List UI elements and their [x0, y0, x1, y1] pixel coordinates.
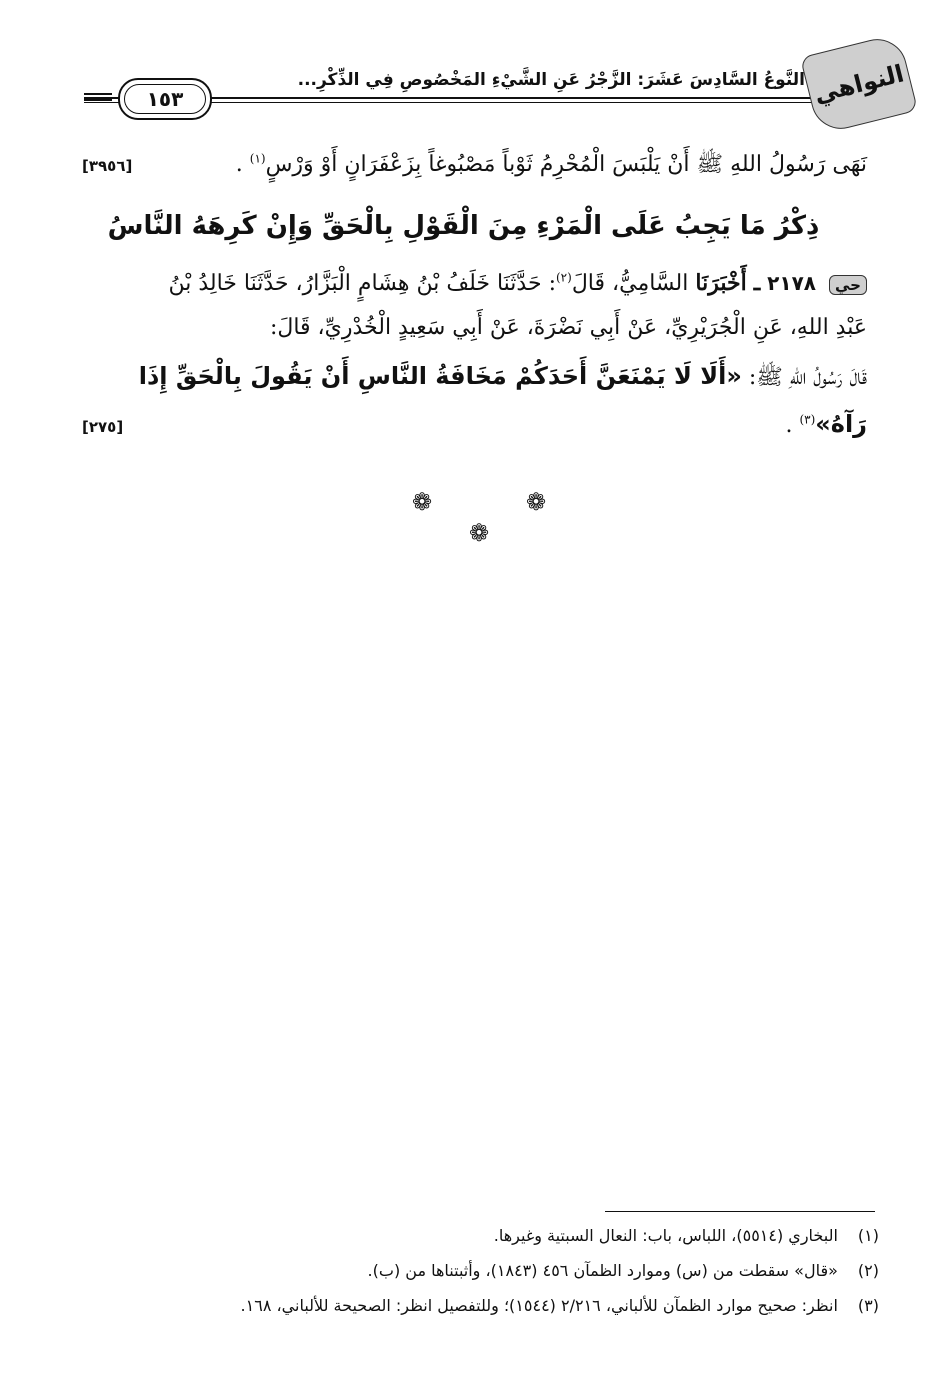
footnote-marker-1: (١) — [249, 151, 266, 166]
line1-tail: . — [235, 152, 243, 177]
footnote-number: (٣) — [857, 1296, 879, 1315]
line1-text: نَهَى رَسُولُ اللهِ ﷺ أَنْ يَلْبَسَ الْمُحْرِمُ ثَوْباً مَصْبُوغاً بِزَعْفَرَانٍ أَوْ وَرْسٍ — [265, 152, 867, 177]
text-line-4 — [82, 315, 867, 340]
text-line-3 — [82, 270, 867, 296]
footnote-number: (١) — [857, 1226, 879, 1245]
footnote-rule — [605, 1211, 875, 1212]
line5-quote: «أَلَا لَا يَمْنَعَنَّ أَحَدَكُمْ مَخَافَةُ النَّاسِ أَنْ يَقُولَ بِالْحَقِّ إِذَا — [138, 362, 742, 390]
footnote-text: البخاري (٥٥١٤)، اللباس، باب: النعال السبتية وغيرها. — [493, 1226, 838, 1245]
hadith-dash: ـ — [753, 270, 761, 296]
floral-ornament-icon: ❁ — [468, 519, 490, 547]
footnote-marker-2: (٢) — [555, 270, 572, 285]
footnote-text: انظر: صحيح موارد الظمآن للألباني، ٢/٢١٦ (١٥٤٤)؛ وللتفصيل انظر: الصحيحة للألباني، ١٦٨. — [240, 1296, 838, 1315]
section-heading: ذِكْرُ مَا يَجِبُ عَلَى الْمَرْءِ مِنَ الْقَوْلِ بِالْحَقِّ وَإِنْ كَرِهَهُ النَّاسُ — [107, 211, 820, 241]
text-line-6 — [82, 410, 867, 438]
footnote-number: (٢) — [857, 1261, 879, 1280]
footnote-3 — [82, 1296, 879, 1315]
line3-rest: : حَدَّثَنَا خَلَفُ بْنُ هِشَامٍ الْبَزَّارُ، حَدَّثَنَا خَالِدُ بْنُ — [168, 271, 556, 296]
isnad-verb: أَخْبَرَنَا — [695, 270, 747, 296]
footnote-marker-3: (٣) — [799, 412, 816, 427]
line6-tail: . — [785, 413, 793, 438]
footnote-1 — [82, 1226, 879, 1245]
grade-chip: حي — [829, 275, 867, 295]
reference-275: [٢٧٥] — [82, 418, 124, 436]
hadith-number: ٢١٧٨ — [767, 271, 816, 295]
reference-3956: [٣٩٥٦] — [82, 157, 133, 175]
book-tag — [800, 33, 918, 135]
floral-ornament-icon: ❁ — [525, 488, 547, 516]
line5-intro: قَالَ رَسُولُ اللهِ ﷺ: — [748, 365, 867, 390]
header-side-lines — [84, 93, 112, 105]
line4-text: عَبْدِ اللهِ، عَنِ الْجُرَيْرِيِّ، عَنْ أَبِي نَضْرَةَ، عَنْ أَبِي سَعِيدٍ الْخُدْرِيِّ، قَالَ: — [269, 315, 867, 340]
running-title: النَّوعُ السَّادِسَ عَشَرَ: الزَّجْرُ عَنِ الشَّيْءِ المَخْصُوصِ فِي الذِّكْرِ... — [297, 70, 805, 90]
line6-quote: رَآهُ» — [815, 410, 867, 438]
line3-text: السَّامِيُّ، قَالَ — [571, 271, 689, 296]
footnote-text: «قال» سقطت من (س) وموارد الظمآن ٤٥٦ (١٨٤٣)، وأثبتناها من (ب). — [367, 1261, 838, 1280]
book-tag-label: النواهي — [811, 59, 907, 109]
footnote-2 — [82, 1261, 879, 1280]
text-line-1 — [82, 150, 867, 182]
page-number: ١٥٣ — [146, 87, 184, 111]
floral-ornament-icon: ❁ — [411, 488, 433, 516]
page-number-badge — [118, 78, 212, 120]
text-line-5 — [82, 362, 867, 395]
